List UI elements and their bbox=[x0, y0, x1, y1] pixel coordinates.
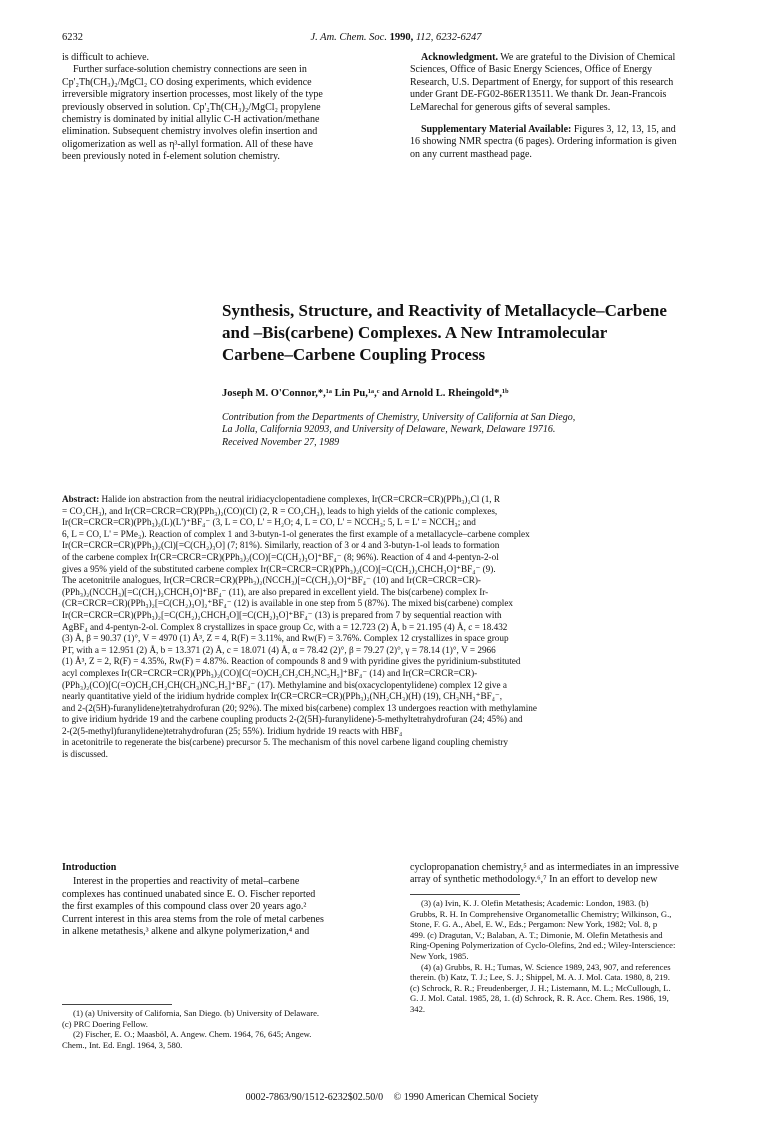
text-line: Sciences, Office of Basic Energy Sciences, Office of Energy bbox=[410, 64, 652, 76]
footnote-line: Stone, F. G. A., Abel, E. W., Eds.; Pergamon: New York, 1982; Vol. 8, p bbox=[410, 919, 658, 930]
running-header bbox=[62, 32, 730, 46]
text-line: Research, U.S. Department of Energy, for support of this research bbox=[410, 76, 674, 88]
text-line: Interest in the properties and reactivity of metal–carbene bbox=[73, 876, 300, 888]
abstract-line: is discussed. bbox=[62, 749, 108, 760]
footnotes-left bbox=[62, 1008, 388, 1050]
affiliation-line: La Jolla, California 92093, and University of Delaware, Newark, Delaware 19716. bbox=[222, 424, 556, 436]
abstract-line: of the carbene complex Ir(CR=CRCR=CR)(PPh₃)₂(CO)[=C(CH₂)₃O]⁺BF₄⁻ (8; 96%). Reaction of 4 and 4-pentyn-2-ol bbox=[62, 551, 499, 562]
footnote-line: (4) (a) Grubbs, R. H.; Tumas, W. Science 1989, 243, 907, and references bbox=[421, 961, 671, 972]
abstract-line: Ir(CR=CRCR=CR)(PPh₃)₂(L)(L')⁺BF₄⁻ (3, L = CO, L' = H₂O; 4, L = CO, L' = NCCH₃; 5, L = L' = NCCH₃; and bbox=[62, 517, 476, 528]
abstract-line: nearly quantitative yield of the iridium hydride complex Ir(CR=CRCR=CR)(PPh₃)₂(NH₂CH₃)(H) (19), CH₃NH₃⁺BF₄⁻, bbox=[62, 691, 503, 702]
text-line: Cp'₂Th(CH₃)₂/MgCl₂ CO dosing experiments, which evidence bbox=[62, 76, 312, 88]
abstract-line: gives a 95% yield of the substituted carbene complex Ir(CR=CRCR=CR)(PPh₃)₂(CO)[=C(CH₂)₂CHCH₃O]⁺BF₄⁻ (9). bbox=[62, 563, 496, 574]
abstract-line: Abstract: Halide ion abstraction from the neutral iridiacyclopentadiene complexes, Ir(CR=CRCR=CR)(PPh₃)₂Cl (1, R bbox=[62, 494, 501, 504]
text-line: chemistry is dominated by initial allylic C-H activation/methane bbox=[62, 114, 320, 126]
text-line: cyclopropanation chemistry,⁵ and as intermediates in an impressive bbox=[410, 862, 679, 873]
abstract-line: = CO₂CH₃), and Ir(CR=CRCR=CR)(PPh₃)₂(CO)(Cl) (2, R = CO₂CH₃), leads to high yields of the cationic complexes, bbox=[62, 505, 498, 516]
text-line: 16 showing NMR spectra (6 pages). Ordering information is given bbox=[410, 136, 677, 148]
abstract-line: acyl complexes Ir(CR=CRCR=CR)(PPh₃)₂(CO)[C(=O)CH₂CH₂CH₂NC₅H₅]⁺BF₄⁻ (14) and Ir(CR=CRCR=CR)- bbox=[62, 667, 478, 678]
author-list: Joseph M. O'Connor,*,¹ᵃ Lin Pu,¹ᵃ,ᶜ and Arnold L. Rheingold*,¹ᵇ bbox=[222, 388, 509, 399]
abstract-line: (3) Å, β = 90.37 (1)°, V = 4970 (1) Å³, Z = 4, R(F) = 3.11%, and Rw(F) = 3.76%. Complex 12 crystallizes in space group bbox=[62, 633, 509, 644]
affiliation-line: Contribution from the Departments of Chemistry, University of California at San Diego, bbox=[222, 412, 576, 423]
acknowledgment-section bbox=[410, 52, 732, 161]
text-line: Further surface-solution chemistry connections are seen in bbox=[73, 64, 307, 76]
footnote-line: (c) PRC Doering Fellow. bbox=[62, 1018, 148, 1029]
footnote-line: Chem., Int. Ed. Engl. 1964, 3, 580. bbox=[62, 1039, 183, 1050]
journal-year: 1990, bbox=[389, 32, 414, 43]
title-line: Synthesis, Structure, and Reactivity of Metallacycle–Carbene bbox=[222, 301, 667, 320]
text-line: oligomerization as well as η³-allyl formation. All of these have bbox=[62, 138, 313, 150]
text-line: is difficult to achieve. bbox=[62, 52, 150, 63]
abstract-line: 6, L = CO, L' = PMe₃). Reaction of complex 1 and 3-butyn-1-ol generates the first example of a metallacycle–carbene complex bbox=[62, 528, 530, 539]
abstract bbox=[62, 494, 730, 761]
footnote-line: (c) Schrock, R. R.; Freudenberger, J. H.; Listemann, M. L.; McCullough, L. bbox=[410, 982, 671, 993]
text-line: complexes has continued unabated since E. O. Fischer reported bbox=[62, 888, 316, 900]
text-line: Supplementary Material Available: Figures 3, 12, 13, 15, and bbox=[421, 124, 676, 136]
text-line: been previously noted in f-element solution chemistry. bbox=[62, 151, 280, 163]
journal-name: J. Am. Chem. Soc. bbox=[310, 32, 387, 43]
page-footer bbox=[0, 1092, 784, 1103]
title-line: Carbene–Carbene Coupling Process bbox=[222, 345, 486, 364]
abstract-line: (PPh₃)₂(CO)[C(=O)CH₂CH₂CH(CH₃)NC₅H₅]⁺BF₄⁻ (17). Methylamine and bis(oxacyclopentylidene) complex 12 give a bbox=[62, 679, 507, 690]
text-line: array of synthetic methodology.⁶,⁷ In an effort to develop new bbox=[410, 874, 658, 886]
abstract-line: AgBF₄ and 4-pentyn-2-ol. Complex 8 crystallizes in space group Cc, with a = 12.723 (2) Å, b = 21.195 (4) Å, c = 18.432 bbox=[62, 621, 508, 632]
footnote-divider bbox=[410, 894, 520, 895]
section-heading: Introduction bbox=[62, 862, 117, 873]
footnote-line: 342. bbox=[410, 1003, 426, 1014]
journal-volume-pages: 112, 6232-6247 bbox=[415, 32, 482, 43]
footnote-divider bbox=[62, 1004, 172, 1005]
text-line: under Grant DE-FG02-86ER13511. We thank Dr. Jean-Francois bbox=[410, 89, 667, 101]
text-line: irreversible migratory insertion processes, most likely of the type bbox=[62, 89, 323, 101]
abstract-line: and 2-(2(5H)-furanylidene)tetrahydrofuran (20; 92%). The mixed bis(carbene) complex 13 undergoes reaction with methylamine bbox=[62, 702, 537, 713]
text-line: Acknowledgment. We are grateful to the Division of Chemical bbox=[421, 52, 676, 63]
abstract-line: (CR=CRCR=CR)(PPh₃)₂[=C(CH₂)₃O]₂⁺BF₄⁻ (12) is available in one step from 5 (87%). The mixed bis(carbene) complex bbox=[62, 598, 514, 609]
text-line: LeMarechal for generous gifts of several samples. bbox=[410, 101, 611, 113]
footnote-line: G. J. Mol. Catal. 1985, 28, 1. (d) Schrock, R. R. Acc. Chem. Res. 1986, 19, bbox=[410, 993, 669, 1004]
footnote-line: Grubbs, R. H. In Comprehensive Organometallic Chemistry; Wilkinson, G., bbox=[410, 908, 672, 919]
abstract-line: The acetonitrile analogues, Ir(CR=CRCR=CR)(PPh₃)₂(NCCH₃)[=C(CH₂)₃O]⁺BF₄⁻ (10) and Ir(CR=CRCR=CR)- bbox=[62, 575, 481, 586]
footnote-line: (2) Fischer, E. O.; Maasböl, A. Angew. Chem. 1964, 76, 645; Angew. bbox=[73, 1029, 312, 1040]
affiliation bbox=[222, 412, 722, 449]
footnote-line: (1) (a) University of California, San Diego. (b) University of Delaware. bbox=[73, 1008, 320, 1018]
abstract-label: Abstract: bbox=[62, 494, 100, 504]
abstract-line: to give iridium hydride 19 and the carbene coupling products 2-(2(5H)-furanylidene)-5-methyltetrahydrofuran (24; 45%) and bbox=[62, 714, 523, 725]
text-line: elimination. Subsequent chemistry involves olefin insertion and bbox=[62, 126, 318, 138]
footnote-line: (3) (a) Ivin, K. J. Olefin Metathesis; Academic: London, 1983. (b) bbox=[421, 898, 649, 908]
text-line: in alkene metathesis,³ alkene and alkyne polymerization,⁴ and bbox=[62, 926, 310, 938]
footnotes-right bbox=[410, 898, 732, 1015]
abstract-line: P1̄, with a = 12.951 (2) Å, b = 13.371 (2) Å, c = 18.071 (4) Å, α = 78.42 (2)°, β = 79.27 (2)°, γ = 78.14 (1)°, V = 2966 bbox=[62, 644, 496, 655]
footnote-line: New York, 1985. bbox=[410, 950, 469, 961]
article-code: 0002-7863/90/1512-6232$02.50/0 bbox=[245, 1092, 384, 1103]
article-title bbox=[222, 300, 742, 366]
footnote-line: Ring-Opening Polymerization of Cyclo-Olefins, 2nd ed.; Wiley-Interscience: bbox=[410, 940, 676, 951]
copyright-notice: © 1990 American Chemical Society bbox=[393, 1092, 539, 1103]
text-line: the first examples of this compound class over 20 years ago.² bbox=[62, 901, 307, 913]
abstract-line: in acetonitrile to regenerate the bis(carbene) precursor 5. The mechanism of this novel carbene ligand coupling chemistry bbox=[62, 737, 509, 748]
page-number: 6232 bbox=[62, 32, 83, 43]
abstract-line: Ir(CR=CRCR=CR)(PPh₃)₂(Cl)[=C(CH₂)₃O] (7; 81%). Similarly, reaction of 3 or 4 and 3-butyn-1-ol leads to formation bbox=[62, 540, 500, 551]
abstract-line: Ir(CR=CRCR=CR)(PPh₃)₂[=C(CH₂)₂CHCH₃O][=C(CH₂)₃O]⁺BF₄⁻ (13) is prepared from 7 by sequential reaction with bbox=[62, 609, 502, 620]
received-date: Received November 27, 1989 bbox=[222, 436, 340, 448]
introduction-continued bbox=[410, 862, 732, 887]
footnote-line: 499. (c) Dragutan, V.; Balaban, A. T.; Dimonie, M. Olefin Metathesis and bbox=[410, 929, 663, 940]
text-line: Current interest in this area stems from the role of metal carbenes bbox=[62, 913, 324, 925]
previous-article-conclusion bbox=[62, 52, 388, 164]
abstract-line: (PPh₃)₂(NCCH₃)[=C(CH₂)₂CHCH₃O]⁺BF₄⁻ (11), are also prepared in excellent yield. The bis(carbene) complex Ir- bbox=[62, 586, 489, 597]
abstract-line: (1) Å³, Z = 2, R(F) = 4.35%, Rw(F) = 4.87%. Reaction of compounds 8 and 9 with pyridine gives the pyridinium-substituted bbox=[62, 656, 521, 667]
journal-citation bbox=[62, 32, 730, 43]
text-line: previously observed in solution. Cp'₂Th(CH₃)₂/MgCl₂ propylene bbox=[62, 101, 321, 113]
footnote-line: therein. (b) Katz, T. J.; Lee, S. J.; Shippel, M. A. J. Mol. Cata. 1980, 8, 219. bbox=[410, 972, 670, 983]
text-line: on any current masthead page. bbox=[410, 148, 532, 160]
supplementary-label: Supplementary Material Available: bbox=[421, 124, 572, 136]
abstract-line: 2-(2(5-methyl)furanylidene)tetrahydrofuran (25; 55%). Iridium hydride 19 reacts with HBF₄ bbox=[62, 725, 403, 736]
introduction-section bbox=[62, 862, 388, 938]
title-line: and –Bis(carbene) Complexes. A New Intramolecular bbox=[222, 323, 608, 342]
acknowledgment-label: Acknowledgment. bbox=[421, 52, 498, 63]
